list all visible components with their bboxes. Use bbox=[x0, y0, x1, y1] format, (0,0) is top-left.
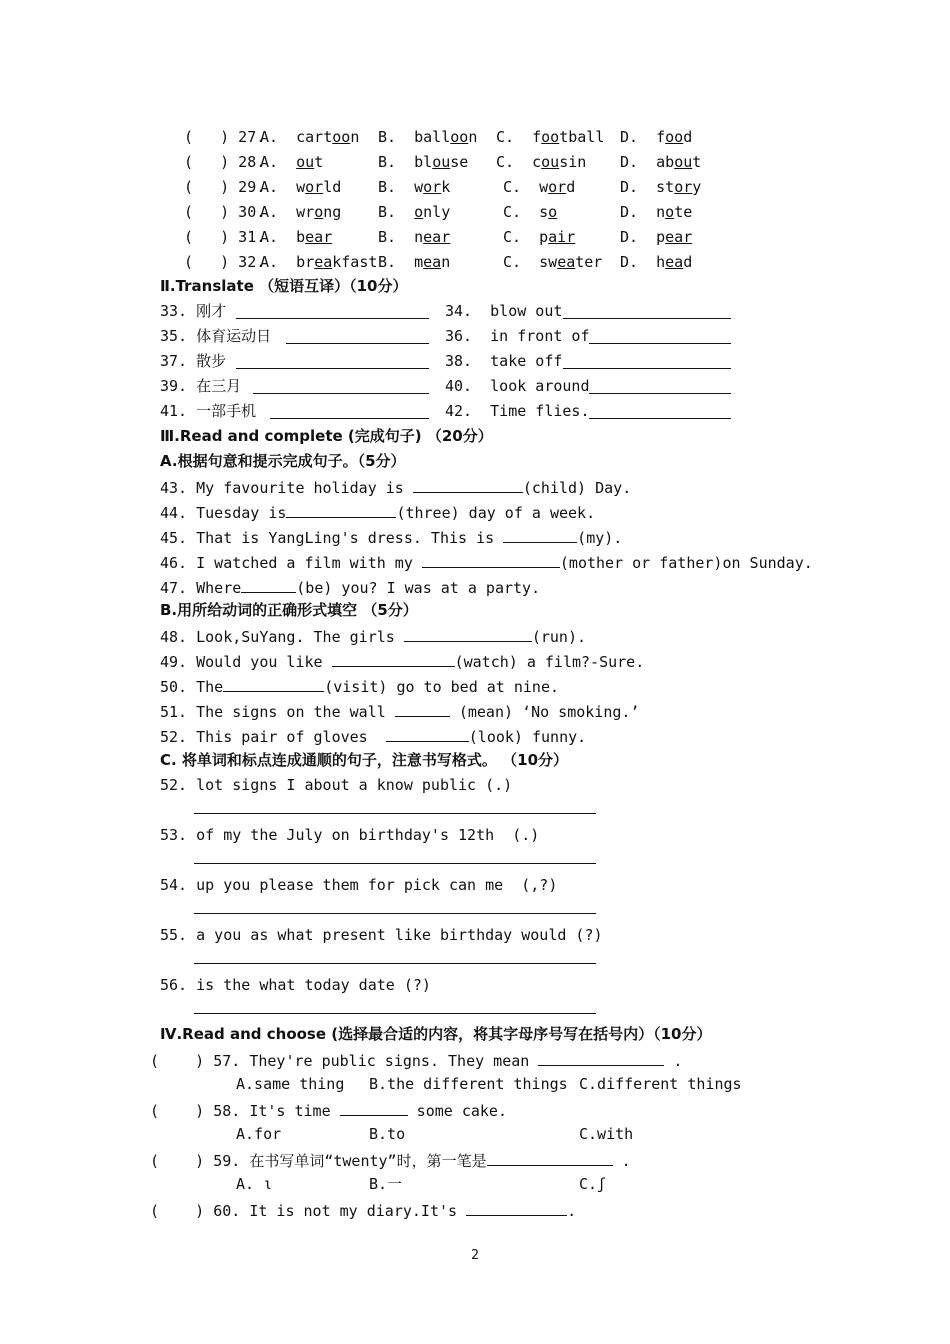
underlined-letters: oo bbox=[541, 128, 560, 146]
option-d: D. note bbox=[620, 203, 693, 221]
underlined-letters: or bbox=[423, 178, 442, 196]
sentence-item: 51. The signs on the wall (mean) ‘No smoking.’ bbox=[160, 703, 640, 721]
question-number: ( ) 28. bbox=[184, 153, 266, 171]
section-3-title: Ⅲ.Read and complete (完成句子) （20分） bbox=[160, 427, 493, 445]
underlined-letters: oo bbox=[450, 128, 469, 146]
translate-item-left: 41. 一部手机 bbox=[160, 402, 257, 420]
underlined-letters: or bbox=[305, 178, 324, 196]
answer-line bbox=[194, 913, 596, 914]
translate-item-right: 40. look around bbox=[445, 377, 590, 395]
answer-line bbox=[253, 393, 429, 394]
answer-blank[interactable] bbox=[422, 552, 560, 568]
answer-blank[interactable] bbox=[466, 1200, 567, 1216]
option-c: C. pair bbox=[503, 228, 576, 246]
reorder-item: 53. of my the July on birthday's 12th (.) bbox=[160, 826, 540, 844]
question-number: ( ) 32. bbox=[184, 253, 266, 271]
choice-a: A.for bbox=[236, 1125, 282, 1143]
mc-question: ( ) 58. It's time some cake. bbox=[150, 1102, 507, 1120]
mc-question: ( ) 60. It is not my diary.It's . bbox=[150, 1202, 577, 1220]
choice-b: B.to bbox=[369, 1125, 406, 1143]
underlined-letters: ou bbox=[432, 153, 451, 171]
sentence-item: 52. This pair of gloves (look) funny. bbox=[160, 728, 587, 746]
answer-blank[interactable] bbox=[332, 651, 455, 667]
underlined-letters: ou bbox=[541, 153, 560, 171]
sentence-item: 43. My favourite holiday is (child) Day. bbox=[160, 479, 632, 497]
option-b: B. near bbox=[378, 228, 451, 246]
answer-line bbox=[270, 418, 429, 419]
answer-blank[interactable] bbox=[286, 502, 396, 518]
answer-blank[interactable] bbox=[223, 676, 324, 692]
answer-blank[interactable] bbox=[538, 1050, 664, 1066]
underlined-letters: oo bbox=[665, 128, 684, 146]
question-number: ( ) 29. bbox=[184, 178, 266, 196]
option-a: A. out bbox=[260, 153, 324, 171]
answer-line bbox=[194, 813, 596, 814]
option-b: B. balloon bbox=[378, 128, 478, 146]
underlined-letters: ea bbox=[665, 253, 684, 271]
underlined-letters: ear bbox=[305, 228, 333, 246]
underlined-letters: air bbox=[548, 228, 576, 246]
question-number: ( ) 30. bbox=[184, 203, 266, 221]
choice-c: C.different things bbox=[579, 1075, 742, 1093]
answer-blank[interactable] bbox=[386, 726, 469, 742]
option-d: D. story bbox=[620, 178, 702, 196]
answer-line bbox=[563, 318, 731, 319]
underlined-letters: or bbox=[548, 178, 567, 196]
option-c: C. cousin bbox=[496, 153, 587, 171]
mc-question: ( ) 59. 在书写单词“twenty”时，第一笔是 . bbox=[150, 1152, 631, 1170]
underlined-letters: ou bbox=[674, 153, 693, 171]
sentence-item: 46. I watched a film with my (mother or father)on Sunday. bbox=[160, 554, 813, 572]
answer-line bbox=[236, 368, 429, 369]
translate-item-left: 33. 刚才 bbox=[160, 302, 227, 320]
choice-c: C.with bbox=[579, 1125, 634, 1143]
underlined-letters: ou bbox=[296, 153, 315, 171]
underlined-letters: oo bbox=[332, 128, 351, 146]
translate-item-left: 39. 在三月 bbox=[160, 377, 242, 395]
option-d: D. about bbox=[620, 153, 702, 171]
part-b-title: B.用所给动词的正确形式填空 （5分） bbox=[160, 601, 418, 619]
sentence-item: 50. The (visit) go to bed at nine. bbox=[160, 678, 560, 696]
answer-blank[interactable] bbox=[404, 626, 532, 642]
sentence-item: 44. Tuesday is (three) day of a week. bbox=[160, 504, 596, 522]
underlined-letters: ear bbox=[665, 228, 693, 246]
option-a: A. breakfast bbox=[260, 253, 378, 271]
option-a: A. cartoon bbox=[260, 128, 360, 146]
translate-item-left: 35. 体育运动日 bbox=[160, 327, 272, 345]
option-a: A. bear bbox=[260, 228, 333, 246]
question-number: ( ) 31. bbox=[184, 228, 266, 246]
reorder-item: 54. up you please them for pick can me (,?) bbox=[160, 876, 558, 894]
underlined-letters: o bbox=[665, 203, 675, 221]
option-d: D. head bbox=[620, 253, 693, 271]
option-c: C. sweater bbox=[503, 253, 603, 271]
option-b: B. mean bbox=[378, 253, 451, 271]
translate-item-right: 34. blow out bbox=[445, 302, 563, 320]
choice-c: C.ʃ bbox=[579, 1175, 607, 1193]
option-d: D. pear bbox=[620, 228, 693, 246]
option-c: C. football bbox=[496, 128, 605, 146]
sentence-item: 49. Would you like (watch) a film?-Sure. bbox=[160, 653, 645, 671]
answer-line bbox=[286, 343, 429, 344]
sentence-item: 45. That is YangLing's dress. This is (my). bbox=[160, 529, 623, 547]
option-b: B. only bbox=[378, 203, 451, 221]
mc-question: ( ) 57. They're public signs. They mean . bbox=[150, 1052, 683, 1070]
choice-b: B.一 bbox=[369, 1175, 403, 1193]
answer-blank[interactable] bbox=[241, 577, 296, 593]
translate-item-right: 36. in front of bbox=[445, 327, 590, 345]
answer-line bbox=[563, 368, 731, 369]
section-2-title: Ⅱ.Translate （短语互译）（10分） bbox=[160, 277, 408, 295]
translate-item-right: 38. take off bbox=[445, 352, 563, 370]
underlined-letters: o bbox=[414, 203, 424, 221]
answer-blank[interactable] bbox=[413, 477, 523, 493]
answer-line bbox=[194, 1013, 596, 1014]
answer-blank[interactable] bbox=[395, 701, 450, 717]
section-4-title: Ⅳ.Read and choose (选择最合适的内容，将其字母序号写在括号内）（10分） bbox=[160, 1025, 712, 1043]
question-number: ( ) 27. bbox=[184, 128, 266, 146]
option-d: D. food bbox=[620, 128, 693, 146]
page-number: 2 bbox=[471, 1248, 479, 1263]
answer-blank[interactable] bbox=[340, 1100, 408, 1116]
answer-line bbox=[589, 418, 731, 419]
option-c: C. so bbox=[503, 203, 558, 221]
reorder-item: 56. is the what today date (?) bbox=[160, 976, 431, 994]
reorder-item: 55. a you as what present like birthday would (?) bbox=[160, 926, 603, 944]
translate-item-right: 42. Time flies. bbox=[445, 402, 590, 420]
answer-line bbox=[194, 863, 596, 864]
choice-a: A. ι bbox=[236, 1175, 273, 1193]
choice-b: B.the different things bbox=[369, 1075, 568, 1093]
answer-blank[interactable] bbox=[487, 1150, 613, 1166]
translate-item-left: 37. 散步 bbox=[160, 352, 227, 370]
underlined-letters: ea bbox=[423, 253, 442, 271]
answer-line bbox=[589, 393, 731, 394]
underlined-letters: ea bbox=[314, 253, 333, 271]
underlined-letters: o bbox=[548, 203, 558, 221]
sentence-item: 48. Look,SuYang. The girls (run). bbox=[160, 628, 587, 646]
answer-line bbox=[194, 963, 596, 964]
reorder-item: 52. lot signs I about a know public (.) bbox=[160, 776, 513, 794]
underlined-letters: or bbox=[674, 178, 693, 196]
part-a-title: A.根据句意和提示完成句子。（5分） bbox=[160, 452, 406, 470]
underlined-letters: ea bbox=[557, 253, 576, 271]
option-a: A. wrong bbox=[260, 203, 342, 221]
underlined-letters: o bbox=[314, 203, 324, 221]
underlined-letters: ear bbox=[423, 228, 451, 246]
option-a: A. world bbox=[260, 178, 342, 196]
answer-blank[interactable] bbox=[503, 527, 577, 543]
sentence-item: 47. Where (be) you? I was at a party. bbox=[160, 579, 541, 597]
choice-a: A.same thing bbox=[236, 1075, 345, 1093]
option-c: C. word bbox=[503, 178, 576, 196]
answer-line bbox=[236, 318, 429, 319]
part-c-title: C. 将单词和标点连成通顺的句子，注意书写格式。 （10分） bbox=[160, 751, 569, 769]
option-b: B. work bbox=[378, 178, 451, 196]
option-b: B. blouse bbox=[378, 153, 469, 171]
answer-line bbox=[589, 343, 731, 344]
